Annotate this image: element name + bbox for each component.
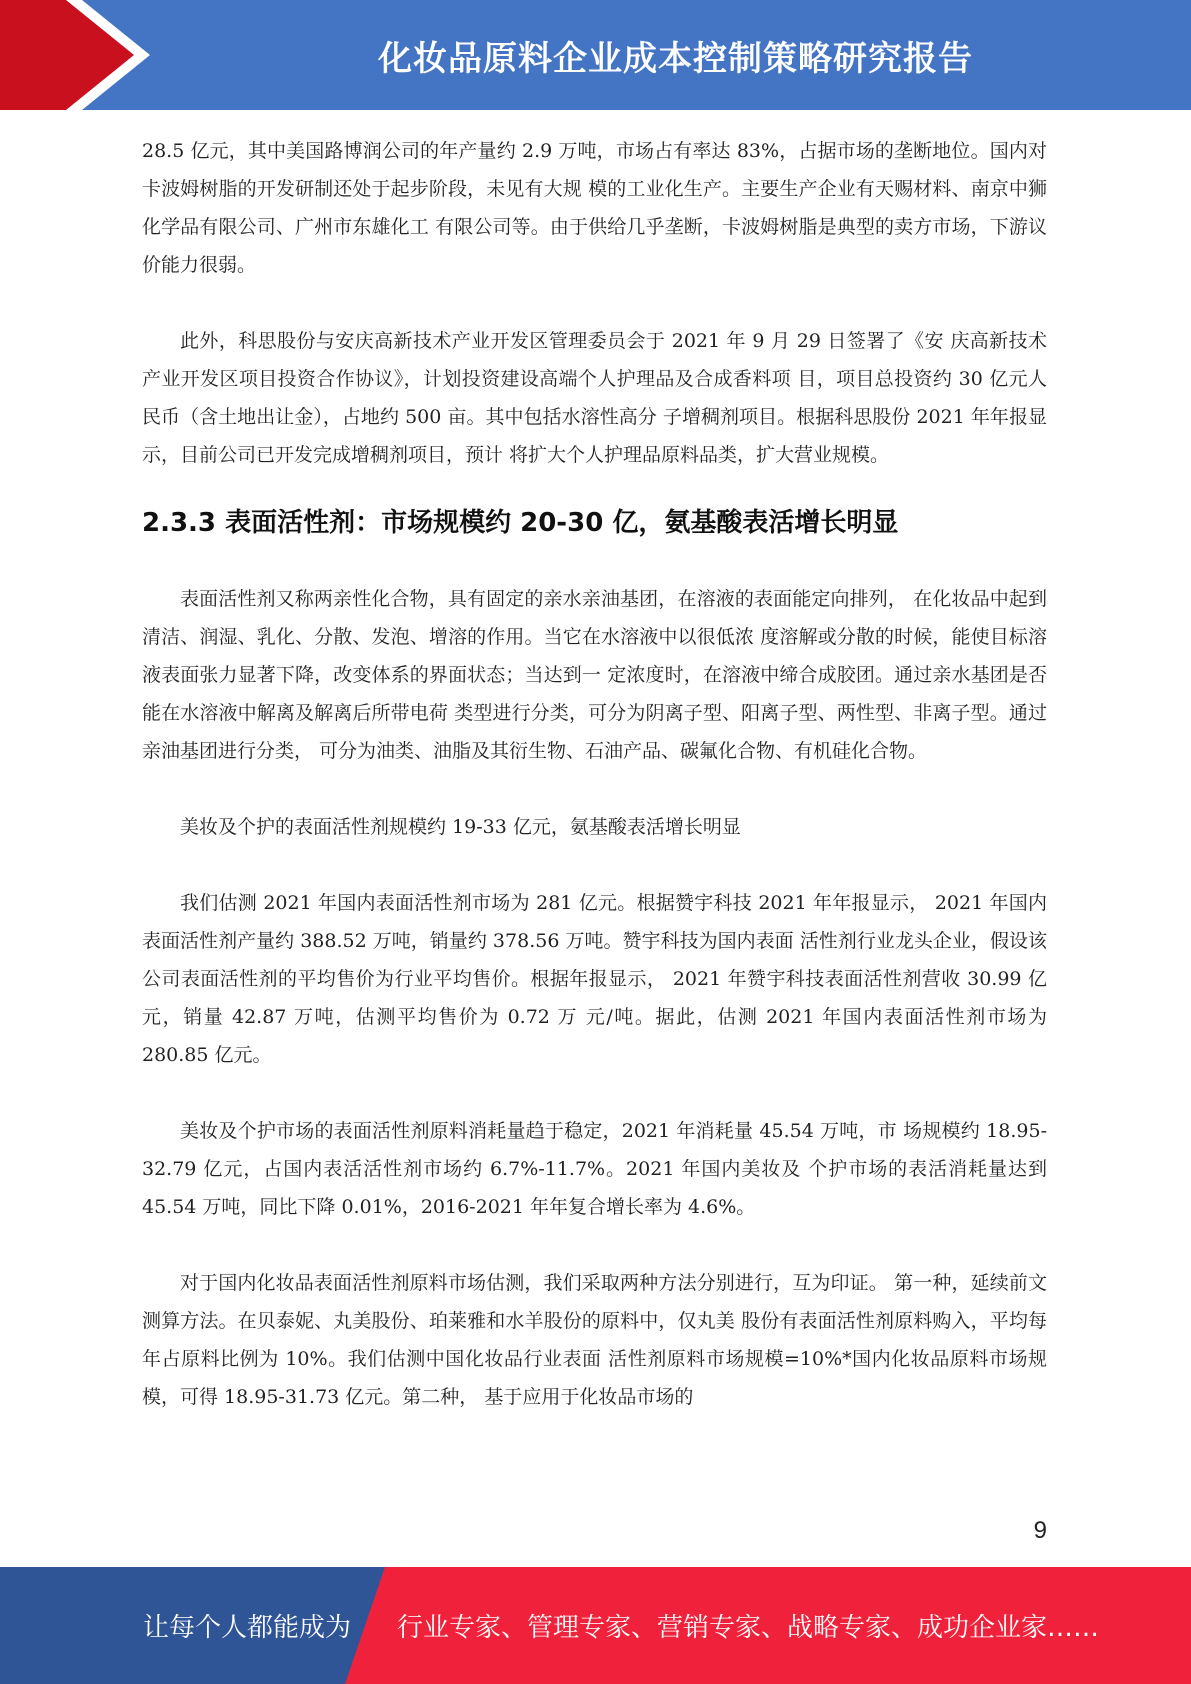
section-heading: 2.3.3 表面活性剂：市场规模约 20-30 亿，氨基酸表活增长明显 xyxy=(142,508,899,538)
footer-slogan-left: 让每个人都能成为 xyxy=(143,1613,352,1643)
paragraph: 对于国内化妆品表面活性剂原料市场估测，我们采取两种方法分别进行，互为印证。 第一种，延续前文测算方法。在贝泰妮、丸美股份、珀莱雅和水羊股份的原料中，仅丸美 股份有表面活性剂原料购入，平均每年占原料比例为 10%。我们估测中国化妆品行业表面 活性剂原料市场规模=10%*国内化妆品原料市场规模，可得 18.95-31.73 亿元。第二种， 基于应用于化妆品市场的 xyxy=(142,1272,1047,1408)
paragraph: 表面活性剂又称两亲性化合物，具有固定的亲水亲油基团，在溶液的表面能定向排列， 在化妆品中起到清洁、润湿、乳化、分散、发泡、增溶的作用。当它在水溶液中以很低浓 度溶解或分散的时候，能使目标溶液表面张力显著下降，改变体系的界面状态；当达到一 定浓度时，在溶液中缔合成胶团。通过亲水基团是否能在水溶液中解离及解离后所带电荷 类型进行分类，可分为阴离子型、阳离子型、两性型、非离子型。通过亲油基团进行分类， 可分为油类、油脂及其衍生物、石油产品、碳氟化合物、有机硅化合物。 xyxy=(142,588,1047,762)
footer-slogan-right: 行业专家、管理专家、营销专家、战略专家、成功企业家…… xyxy=(397,1613,1100,1643)
report-title: 化妆品原料企业成本控制策略研究报告 xyxy=(378,38,973,79)
paragraph-subtitle: 美妆及个护的表面活性剂规模约 19-33 亿元，氨基酸表活增长明显 xyxy=(180,816,741,838)
header-red-arrow-shape xyxy=(0,0,150,110)
paragraph: 我们估测 2021 年国内表面活性剂市场为 281 亿元。根据赞宇科技 2021 年年报显示， 2021 年国内表面活性剂产量约 388.52 万吨，销量约 378.56 万吨。赞宇科技为国内表面 活性剂行业龙头企业，假设该公司表面活性剂的平均售价为行业平均售价。根据年报显示， 2021 年赞宇科技表面活性剂营收 30.99 亿元，销量 42.87 万吨，估测平均售价为 0.72 万 元/吨。据此，估测 2021 年国内表面活性剂市场为 280.85 亿元。 xyxy=(142,892,1047,1066)
footer-banner xyxy=(0,1567,1191,1684)
paragraph: 美妆及个护市场的表面活性剂原料消耗量趋于稳定，2021 年消耗量 45.54 万吨，市 场规模约 18.95-32.79 亿元，占国内表活活性剂市场约 6.7%-11.7%。2021 年国内美妆及 个护市场的表活消耗量达到 45.54 万吨，同比下降 0.01%，2016-2021 年年复合增长率为 4.6%。 xyxy=(142,1120,1047,1218)
paragraph: 此外，科思股份与安庆高新技术产业开发区管理委员会于 2021 年 9 月 29 日签署了《安 庆高新技术产业开发区项目投资合作协议》，计划投资建设高端个人护理品及合成香料项 目，项目总投资约 30 亿元人民币（含土地出让金），占地约 500 亩。其中包括水溶性高分 子增稠剂项目。根据科思股份 2021 年年报显示，目前公司已开发完成增稠剂项目，预计 将扩大个人护理品原料品类，扩大营业规模。 xyxy=(142,330,1047,466)
paragraph: 28.5 亿元，其中美国路博润公司的年产量约 2.9 万吨，市场占有率达 83%，占据市场的垄断地位。国内对卡波姆树脂的开发研制还处于起步阶段，未见有大规 模的工业化生产。主要生产企业有天赐材料、南京中狮化学品有限公司、广州市东雄化工 有限公司等。由于供给几乎垄断，卡波姆树脂是典型的卖方市场，下游议价能力很弱。 xyxy=(142,140,1047,276)
page-body xyxy=(142,132,1047,1416)
page-number: 9 xyxy=(1033,1517,1047,1544)
header-banner xyxy=(0,0,1191,110)
